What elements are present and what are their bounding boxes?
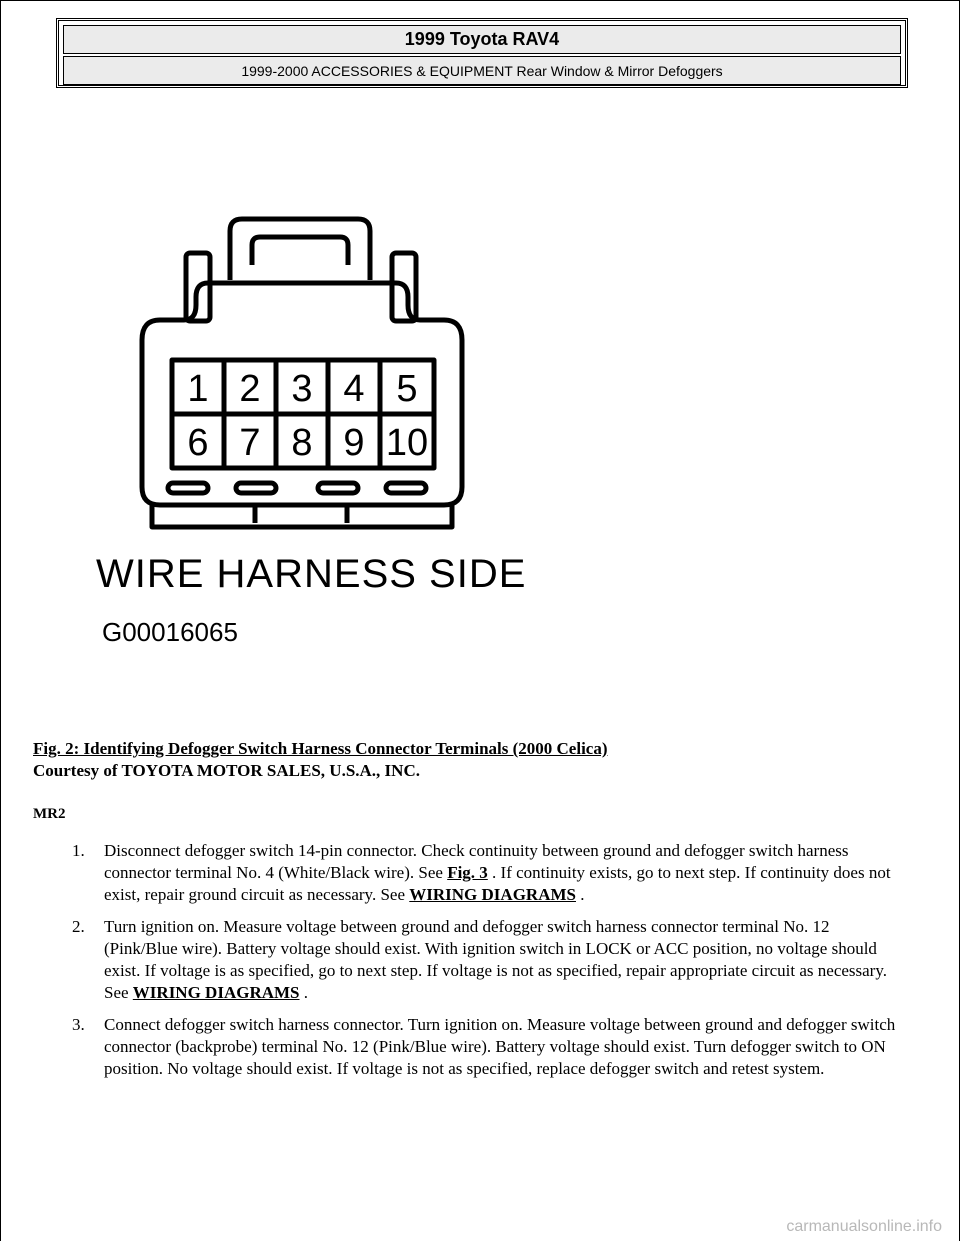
diagram-code: G00016065 [102,617,238,647]
step-item [66,840,906,906]
fig-3-link[interactable]: Fig. 3 [447,863,488,882]
procedure-steps [66,840,906,1090]
step-text: Turn ignition on. Measure voltage between ground and defogger switch harness connector terminal No. 12 (Pink/Blue wire). Battery voltage should exist. With ignition switch in LOCK or ACC position, no voltage should exist. If voltage is as specified, go to next step. If voltage is not as specified, repair appropriate circuit as necessary. See [104,917,887,1002]
connector-outline [90,205,530,545]
terminal-10: 10 [385,422,429,464]
step-text: . If continuity exists, go to next step. If continuity does not exist, repair ground circuit as necessary. See [104,863,891,904]
step-text: . [575,885,585,904]
step-text: Connect defogger switch harness connector. Turn ignition on. Measure voltage between ground and defogger switch connector (backprobe) terminal No. 12 (Pink/Blue wire). Battery voltage should exist. Turn defogger switch to ON position. No voltage should exist. If voltage is not as specified, replace defogger switch and retest system. [104,1015,896,1078]
figure-courtesy: Courtesy of TOYOTA MOTOR SALES, U.S.A., INC. [33,761,420,780]
terminal-5: 5 [396,368,418,410]
terminal-8: 8 [291,422,313,464]
step-number: 2. [72,917,85,936]
step-number: 3. [72,1015,85,1034]
step-text: Disconnect defogger switch 14-pin connector. Check continuity between ground and defogger switch harness connector terminal No. 4 (White/Black wire). See [104,841,849,882]
diagram-label: WIRE HARNESS SIDE [96,552,527,596]
footer-watermark: carmanualsonline.info [786,1218,942,1235]
terminal-1: 1 [187,368,209,410]
figure-caption [33,738,913,782]
header-subtitle: 1999-2000 ACCESSORIES & EQUIPMENT Rear Window & Mirror Defoggers [63,56,901,85]
document-header [56,18,908,88]
terminal-7: 7 [239,422,261,464]
connector-diagram [90,205,530,665]
figure-title: Fig. 2: Identifying Defogger Switch Harness Connector Terminals (2000 Celica) [33,739,608,758]
header-title: 1999 Toyota RAV4 [63,25,901,54]
terminal-2: 2 [239,368,261,410]
step-text: . [299,983,309,1002]
section-heading: MR2 [33,806,66,822]
wiring-diagrams-link[interactable]: WIRING DIAGRAMS [409,885,576,904]
wiring-diagrams-link[interactable]: WIRING DIAGRAMS [132,983,300,1002]
terminal-6: 6 [187,422,209,464]
step-item [66,916,906,1004]
terminal-9: 9 [343,422,365,464]
terminal-4: 4 [343,368,365,410]
step-item [66,1014,906,1080]
terminal-3: 3 [291,368,313,410]
step-number: 1. [72,841,85,860]
